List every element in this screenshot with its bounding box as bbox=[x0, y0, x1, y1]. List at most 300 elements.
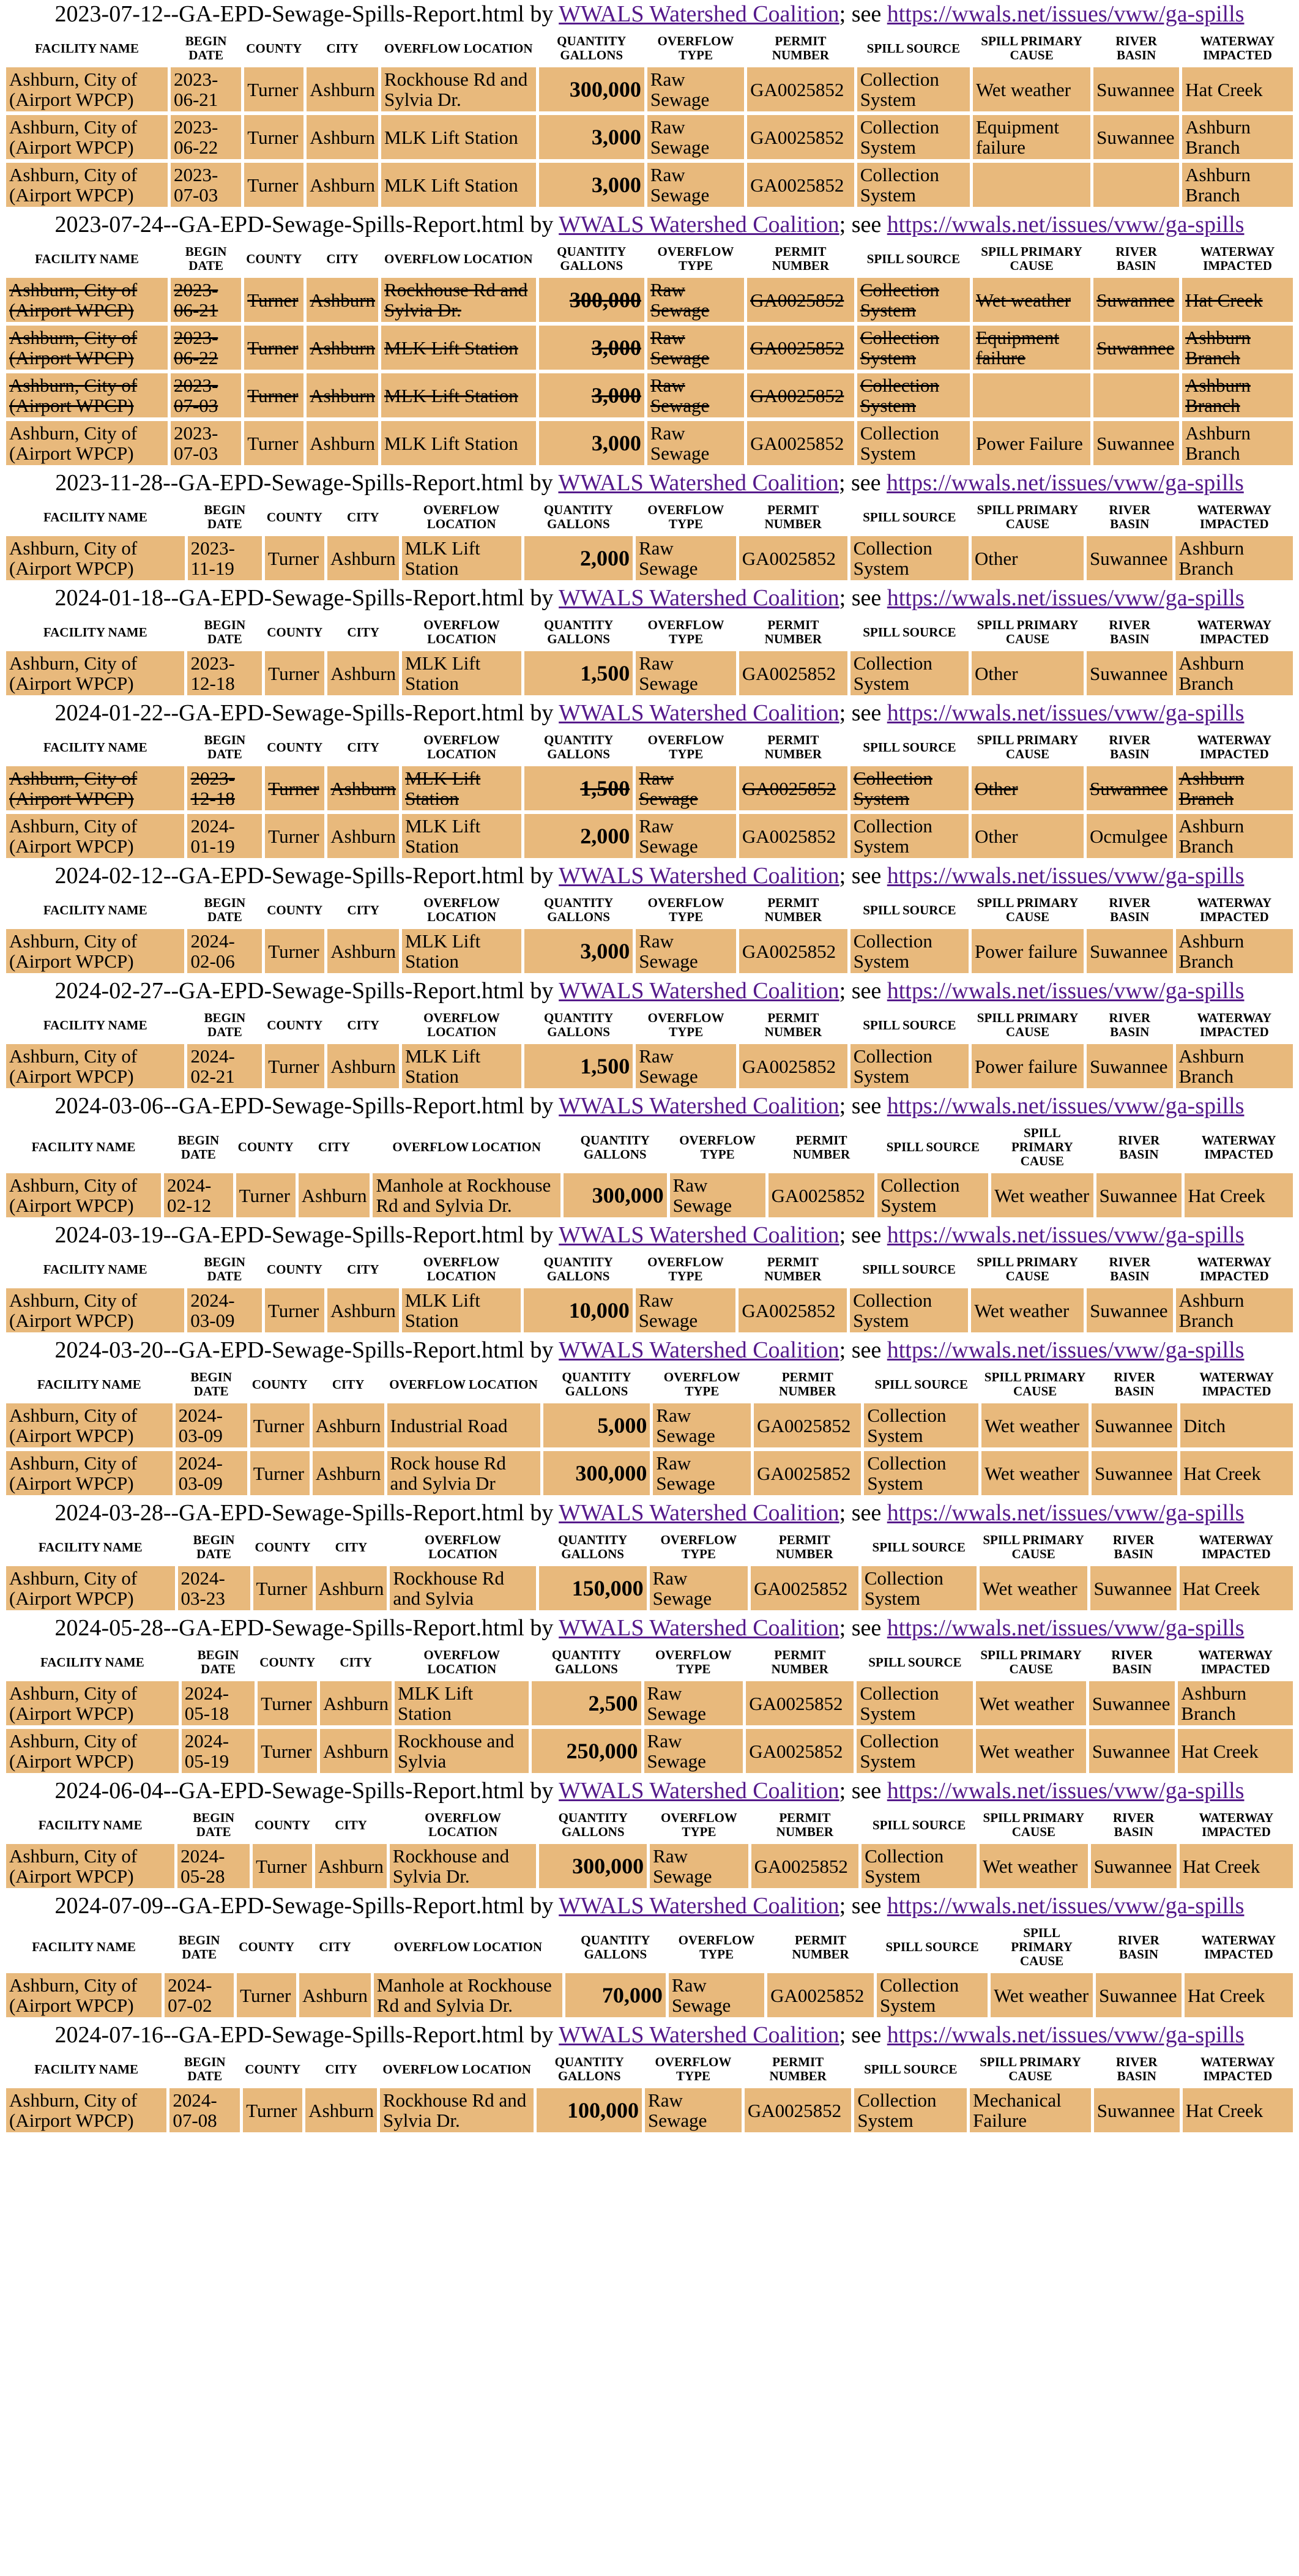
wwals-link[interactable]: WWALS Watershed Coalition bbox=[559, 1500, 839, 1526]
cell-permit-number: GA0025852 bbox=[747, 163, 854, 207]
column-header-permit-number: PERMIT NUMBER bbox=[747, 33, 854, 64]
cell-city: Ashburn bbox=[305, 2088, 377, 2132]
by-text: by bbox=[530, 1222, 554, 1248]
cell-overflow-location: MLK Lift Station bbox=[381, 115, 536, 159]
cell-city: Ashburn bbox=[327, 929, 399, 973]
cell-begin-date: 2024-03-09 bbox=[176, 1403, 247, 1447]
wwals-link[interactable]: WWALS Watershed Coalition bbox=[559, 1222, 839, 1248]
cell-overflow-location: MLK Lift Station bbox=[381, 421, 536, 465]
report-section bbox=[3, 1, 1296, 211]
cell-overflow-location: MLK Lift Station bbox=[395, 1681, 529, 1725]
column-header-county: COUNTY bbox=[265, 502, 324, 532]
cell-spill-source: Collection System bbox=[864, 1403, 978, 1447]
ga-spills-link[interactable]: https://wwals.net/issues/vww/ga-spills bbox=[887, 470, 1244, 496]
see-text: ; see bbox=[839, 212, 882, 237]
column-header-spill-source: SPILL SOURCE bbox=[854, 2054, 967, 2085]
cell-permit-number: GA0025852 bbox=[747, 421, 854, 465]
cell-overflow-type: Raw Sewage bbox=[647, 421, 744, 465]
cell-spill-source: Collection System bbox=[857, 278, 970, 322]
cell-overflow-type: Raw Sewage bbox=[645, 2088, 742, 2132]
column-header-permit-number: PERMIT NUMBER bbox=[739, 1254, 847, 1285]
table-header-row bbox=[6, 1369, 1293, 1400]
cell-permit-number: GA0025852 bbox=[751, 1844, 859, 1888]
cell-begin-date: 2023-07-03 bbox=[171, 163, 241, 207]
wwals-link[interactable]: WWALS Watershed Coalition bbox=[559, 1893, 839, 1919]
table-header-row bbox=[6, 1532, 1293, 1562]
cell-permit-number: GA0025852 bbox=[745, 2088, 852, 2132]
column-header-river-basin: RIVER BASIN bbox=[1093, 244, 1179, 274]
cell-quantity-gallons: 100,000 bbox=[537, 2088, 642, 2132]
see-text: ; see bbox=[839, 700, 882, 726]
cell-facility-name: Ashburn, City of (Airport WPCP) bbox=[6, 1403, 173, 1447]
cell-waterway-impacted: Hat Creek bbox=[1178, 1729, 1293, 1773]
column-header-facility-name: FACILITY NAME bbox=[6, 732, 184, 763]
cell-city: Ashburn bbox=[307, 326, 378, 370]
column-header-waterway-impacted: WATERWAY IMPACTED bbox=[1176, 1254, 1293, 1285]
table-row bbox=[6, 651, 1293, 695]
column-header-overflow-location: OVERFLOW LOCATION bbox=[395, 1647, 529, 1678]
report-filename: 2023-07-12--GA-EPD-Sewage-Spills-Report.html bbox=[54, 1, 524, 27]
report-title bbox=[3, 1778, 1296, 1804]
column-header-spill-primary-cause: SPILL PRIMARY CAUSE bbox=[981, 1369, 1089, 1400]
table-row bbox=[6, 2088, 1293, 2132]
report-section bbox=[3, 1222, 1296, 1336]
cell-facility-name: Ashburn, City of (Airport WPCP) bbox=[6, 278, 168, 322]
cell-begin-date: 2023-11-19 bbox=[188, 536, 262, 580]
cell-permit-number: GA0025852 bbox=[747, 278, 854, 322]
cell-county: Turner bbox=[244, 163, 303, 207]
ga-spills-link[interactable]: https://wwals.net/issues/vww/ga-spills bbox=[887, 978, 1245, 1004]
cell-begin-date: 2023-12-18 bbox=[187, 651, 262, 695]
column-header-city: CITY bbox=[327, 617, 399, 648]
cell-spill-primary-cause: Power Failure bbox=[973, 421, 1090, 465]
column-header-overflow-location: OVERFLOW LOCATION bbox=[373, 1125, 560, 1170]
column-header-overflow-type: OVERFLOW TYPE bbox=[645, 2054, 742, 2085]
wwals-link[interactable]: WWALS Watershed Coalition bbox=[558, 470, 839, 496]
report-section bbox=[3, 2022, 1296, 2136]
column-header-quantity-gallons: QUANTITY GALLONS bbox=[524, 1254, 632, 1285]
cell-city: Ashburn bbox=[320, 1729, 392, 1773]
wwals-link[interactable]: WWALS Watershed Coalition bbox=[559, 700, 839, 726]
cell-spill-primary-cause: Wet weather bbox=[976, 1729, 1086, 1773]
by-text: by bbox=[530, 1093, 554, 1119]
cell-city: Ashburn bbox=[307, 278, 378, 322]
see-text: ; see bbox=[839, 2022, 882, 2048]
column-header-spill-source: SPILL SOURCE bbox=[850, 1010, 969, 1040]
cell-facility-name: Ashburn, City of (Airport WPCP) bbox=[6, 814, 184, 858]
cell-facility-name: Ashburn, City of (Airport WPCP) bbox=[6, 1451, 173, 1495]
cell-spill-source: Collection System bbox=[862, 1566, 977, 1610]
by-text: by bbox=[529, 470, 553, 496]
column-header-quantity-gallons: QUANTITY GALLONS bbox=[539, 1532, 647, 1562]
column-header-begin-date: BEGIN DATE bbox=[187, 617, 262, 648]
report-section bbox=[3, 978, 1296, 1092]
column-header-city: CITY bbox=[313, 1369, 384, 1400]
cell-overflow-location: MLK Lift Station bbox=[402, 929, 521, 973]
cell-overflow-type: Raw Sewage bbox=[647, 115, 744, 159]
column-header-spill-primary-cause: SPILL PRIMARY CAUSE bbox=[972, 1010, 1084, 1040]
spills-table bbox=[3, 728, 1296, 862]
cell-county: Turner bbox=[237, 1973, 296, 2017]
by-text: by bbox=[530, 585, 554, 611]
column-header-county: COUNTY bbox=[244, 33, 303, 64]
spills-table bbox=[3, 240, 1296, 469]
cell-permit-number: GA0025852 bbox=[739, 536, 847, 580]
cell-overflow-type: Raw Sewage bbox=[636, 1288, 736, 1332]
cell-city: Ashburn bbox=[307, 421, 378, 465]
column-header-waterway-impacted: WATERWAY IMPACTED bbox=[1180, 1369, 1293, 1400]
column-header-waterway-impacted: WATERWAY IMPACTED bbox=[1183, 2054, 1293, 2085]
cell-spill-source: Collection System bbox=[864, 1451, 978, 1495]
cell-county: Turner bbox=[250, 1403, 310, 1447]
column-header-spill-primary-cause: SPILL PRIMARY CAUSE bbox=[991, 1125, 1093, 1170]
cell-waterway-impacted: Ashburn Branch bbox=[1176, 1288, 1293, 1332]
ga-spills-link[interactable]: https://wwals.net/issues/vww/ga-spills bbox=[887, 585, 1245, 611]
cell-overflow-location: Rockhouse Rd and Sylvia Dr. bbox=[381, 67, 536, 111]
ga-spills-link[interactable]: https://wwals.net/issues/vww/ga-spills bbox=[887, 1893, 1245, 1919]
report-section bbox=[3, 1093, 1296, 1221]
spills-table bbox=[3, 1528, 1296, 1614]
cell-county: Turner bbox=[265, 1288, 324, 1332]
column-header-begin-date: BEGIN DATE bbox=[178, 1532, 250, 1562]
by-text: by bbox=[530, 1337, 554, 1363]
cell-quantity-gallons: 1,500 bbox=[524, 651, 633, 695]
spills-table bbox=[3, 1250, 1296, 1336]
table-row bbox=[6, 1729, 1293, 1773]
cell-river-basin: Suwannee bbox=[1093, 421, 1179, 465]
cell-waterway-impacted: Hat Creek bbox=[1185, 1973, 1293, 2017]
column-header-overflow-type: OVERFLOW TYPE bbox=[636, 895, 736, 925]
report-title bbox=[3, 1500, 1296, 1526]
report-title bbox=[3, 863, 1296, 889]
column-header-county: COUNTY bbox=[253, 1532, 313, 1562]
cell-waterway-impacted: Ashburn Branch bbox=[1182, 421, 1293, 465]
cell-waterway-impacted: Hat Creek bbox=[1180, 1844, 1293, 1888]
column-header-begin-date: BEGIN DATE bbox=[187, 895, 262, 925]
column-header-county: COUNTY bbox=[265, 1010, 324, 1040]
ga-spills-link[interactable]: https://wwals.net/issues/vww/ga-spills bbox=[887, 700, 1245, 726]
wwals-link[interactable]: WWALS Watershed Coalition bbox=[559, 978, 839, 1004]
wwals-link[interactable]: WWALS Watershed Coalition bbox=[559, 1, 839, 27]
cell-spill-primary-cause: Wet weather bbox=[981, 1403, 1089, 1447]
column-header-quantity-gallons: QUANTITY GALLONS bbox=[564, 1125, 667, 1170]
report-section bbox=[3, 212, 1296, 469]
column-header-overflow-type: OVERFLOW TYPE bbox=[669, 1925, 764, 1969]
table-row bbox=[6, 1844, 1293, 1888]
column-header-begin-date: BEGIN DATE bbox=[187, 1010, 262, 1040]
cell-spill-source: Collection System bbox=[862, 1844, 977, 1888]
ga-spills-link[interactable]: https://wwals.net/issues/vww/ga-spills bbox=[887, 1093, 1245, 1119]
column-header-spill-primary-cause: SPILL PRIMARY CAUSE bbox=[971, 1254, 1084, 1285]
report-filename: 2023-11-28--GA-EPD-Sewage-Spills-Report.html bbox=[55, 470, 524, 496]
cell-overflow-location: MLK Lift Station bbox=[402, 814, 521, 858]
cell-waterway-impacted: Hat Creek bbox=[1180, 1451, 1293, 1495]
by-text: by bbox=[530, 863, 554, 889]
see-text: ; see bbox=[839, 1093, 882, 1119]
table-row-struck bbox=[6, 766, 1293, 810]
cell-spill-primary-cause: Other bbox=[972, 536, 1084, 580]
wwals-link[interactable]: WWALS Watershed Coalition bbox=[559, 585, 839, 611]
column-header-city: CITY bbox=[320, 1647, 392, 1678]
cell-spill-primary-cause: Equipment failure bbox=[973, 115, 1090, 159]
cell-waterway-impacted: Ashburn Branch bbox=[1182, 373, 1293, 417]
spills-table bbox=[3, 1806, 1296, 1892]
spills-table bbox=[3, 1365, 1296, 1499]
ga-spills-link[interactable]: https://wwals.net/issues/vww/ga-spills bbox=[887, 1615, 1245, 1641]
cell-spill-primary-cause: Wet weather bbox=[980, 1566, 1088, 1610]
column-header-spill-primary-cause: SPILL PRIMARY CAUSE bbox=[970, 2054, 1091, 2085]
cell-quantity-gallons: 10,000 bbox=[524, 1288, 632, 1332]
cell-city: Ashburn bbox=[327, 1044, 399, 1088]
column-header-county: COUNTY bbox=[265, 617, 324, 648]
table-row bbox=[6, 421, 1293, 465]
table-header-row bbox=[6, 1810, 1293, 1840]
column-header-spill-source: SPILL SOURCE bbox=[850, 617, 969, 648]
column-header-begin-date: BEGIN DATE bbox=[177, 1810, 250, 1840]
cell-quantity-gallons: 3,000 bbox=[539, 326, 644, 370]
cell-spill-source: Collection System bbox=[857, 163, 970, 207]
cell-overflow-type: Raw Sewage bbox=[647, 163, 744, 207]
cell-overflow-location: Rockhouse Rd and Sylvia Dr. bbox=[380, 2088, 534, 2132]
column-header-city: CITY bbox=[305, 2054, 377, 2085]
cell-spill-source: Collection System bbox=[857, 421, 970, 465]
report-title bbox=[3, 700, 1296, 726]
wwals-link[interactable]: WWALS Watershed Coalition bbox=[559, 1337, 839, 1363]
wwals-link[interactable]: WWALS Watershed Coalition bbox=[559, 863, 839, 889]
cell-river-basin bbox=[1093, 163, 1179, 207]
cell-overflow-type: Raw Sewage bbox=[636, 536, 736, 580]
column-header-permit-number: PERMIT NUMBER bbox=[739, 502, 847, 532]
cell-quantity-gallons: 2,500 bbox=[532, 1681, 641, 1725]
wwals-link[interactable]: WWALS Watershed Coalition bbox=[559, 1615, 839, 1641]
by-text: by bbox=[530, 978, 554, 1004]
column-header-city: CITY bbox=[316, 1532, 387, 1562]
cell-begin-date: 2024-02-06 bbox=[187, 929, 262, 973]
report-title bbox=[3, 212, 1296, 237]
cell-permit-number: GA0025852 bbox=[739, 1044, 847, 1088]
wwals-link[interactable]: WWALS Watershed Coalition bbox=[559, 1778, 839, 1804]
cell-spill-primary-cause: Wet weather bbox=[973, 278, 1090, 322]
column-header-spill-source: SPILL SOURCE bbox=[857, 1647, 973, 1678]
column-header-river-basin: RIVER BASIN bbox=[1087, 1010, 1173, 1040]
cell-county: Turner bbox=[236, 1173, 296, 1217]
cell-quantity-gallons: 3,000 bbox=[539, 163, 644, 207]
column-header-facility-name: FACILITY NAME bbox=[6, 1125, 161, 1170]
cell-river-basin: Suwannee bbox=[1093, 278, 1179, 322]
report-section bbox=[3, 1893, 1296, 2021]
cell-overflow-location: MLK Lift Station bbox=[402, 651, 521, 695]
cell-facility-name: Ashburn, City of (Airport WPCP) bbox=[6, 1973, 162, 2017]
cell-overflow-location: Rockhouse Rd and Sylvia Dr. bbox=[381, 278, 536, 322]
cell-overflow-type: Raw Sewage bbox=[650, 1844, 748, 1888]
cell-spill-source: Collection System bbox=[850, 1044, 969, 1088]
cell-permit-number: GA0025852 bbox=[751, 1566, 858, 1610]
column-header-begin-date: BEGIN DATE bbox=[171, 244, 241, 274]
column-header-county: COUNTY bbox=[244, 244, 303, 274]
ga-spills-link[interactable]: https://wwals.net/issues/vww/ga-spills bbox=[887, 1500, 1245, 1526]
cell-permit-number: GA0025852 bbox=[739, 814, 847, 858]
cell-river-basin: Suwannee bbox=[1096, 1173, 1182, 1217]
cell-river-basin: Suwannee bbox=[1093, 326, 1179, 370]
cell-begin-date: 2024-03-23 bbox=[178, 1566, 250, 1610]
cell-begin-date: 2023-06-21 bbox=[171, 67, 241, 111]
cell-quantity-gallons: 1,500 bbox=[524, 766, 633, 810]
column-header-quantity-gallons: QUANTITY GALLONS bbox=[524, 732, 633, 763]
cell-overflow-location: MLK Lift Station bbox=[402, 1044, 521, 1088]
column-header-spill-primary-cause: SPILL PRIMARY CAUSE bbox=[976, 1647, 1086, 1678]
cell-spill-source: Collection System bbox=[857, 67, 970, 111]
cell-overflow-type: Raw Sewage bbox=[644, 1729, 743, 1773]
ga-spills-link[interactable]: https://wwals.net/issues/vww/ga-spills bbox=[887, 2022, 1245, 2048]
ga-spills-link[interactable]: https://wwals.net/issues/vww/ga-spills bbox=[887, 1337, 1245, 1363]
cell-begin-date: 2023-12-18 bbox=[187, 766, 262, 810]
column-header-spill-source: SPILL SOURCE bbox=[857, 244, 970, 274]
report-filename: 2024-02-12--GA-EPD-Sewage-Spills-Report.html bbox=[54, 863, 524, 889]
cell-permit-number: GA0025852 bbox=[739, 1288, 847, 1332]
cell-facility-name: Ashburn, City of (Airport WPCP) bbox=[6, 1173, 161, 1217]
report-title bbox=[3, 1893, 1296, 1919]
table-header-row bbox=[6, 617, 1293, 648]
column-header-begin-date: BEGIN DATE bbox=[182, 1647, 255, 1678]
column-header-quantity-gallons: QUANTITY GALLONS bbox=[532, 1647, 641, 1678]
cell-begin-date: 2024-07-08 bbox=[169, 2088, 240, 2132]
column-header-begin-date: BEGIN DATE bbox=[187, 1254, 262, 1285]
spills-table bbox=[3, 1921, 1296, 2021]
column-header-county: COUNTY bbox=[237, 1925, 296, 1969]
see-text: ; see bbox=[839, 1222, 882, 1248]
ga-spills-link[interactable]: https://wwals.net/issues/vww/ga-spills bbox=[887, 1222, 1245, 1248]
column-header-overflow-location: OVERFLOW LOCATION bbox=[402, 502, 521, 532]
cell-begin-date: 2023-06-22 bbox=[171, 115, 241, 159]
report-title bbox=[3, 2022, 1296, 2048]
cell-permit-number: GA0025852 bbox=[754, 1403, 861, 1447]
wwals-link[interactable]: WWALS Watershed Coalition bbox=[559, 2022, 839, 2048]
report-filename: 2024-07-09--GA-EPD-Sewage-Spills-Report.html bbox=[54, 1893, 524, 1919]
cell-overflow-location: Rockhouse and Sylvia bbox=[395, 1729, 529, 1773]
see-text: ; see bbox=[839, 978, 882, 1004]
cell-overflow-location: Rockhouse and Sylvia Dr. bbox=[390, 1844, 536, 1888]
cell-river-basin: Suwannee bbox=[1087, 536, 1173, 580]
report-section bbox=[3, 1778, 1296, 1892]
column-header-facility-name: FACILITY NAME bbox=[6, 1369, 173, 1400]
column-header-river-basin: RIVER BASIN bbox=[1087, 617, 1173, 648]
table-header-row bbox=[6, 502, 1293, 532]
cell-quantity-gallons: 300,000 bbox=[539, 1844, 647, 1888]
by-text: by bbox=[530, 2022, 554, 2048]
column-header-facility-name: FACILITY NAME bbox=[6, 1647, 179, 1678]
cell-begin-date: 2024-03-09 bbox=[187, 1288, 262, 1332]
cell-waterway-impacted: Ashburn Branch bbox=[1182, 326, 1293, 370]
table-header-row bbox=[6, 1647, 1293, 1678]
cell-quantity-gallons: 300,000 bbox=[539, 278, 644, 322]
cell-begin-date: 2024-02-21 bbox=[187, 1044, 262, 1088]
column-header-facility-name: FACILITY NAME bbox=[6, 33, 168, 64]
column-header-waterway-impacted: WATERWAY IMPACTED bbox=[1185, 1925, 1293, 1969]
ga-spills-link[interactable]: https://wwals.net/issues/vww/ga-spills bbox=[887, 1, 1245, 27]
column-header-overflow-type: OVERFLOW TYPE bbox=[636, 1010, 736, 1040]
table-row bbox=[6, 1173, 1293, 1217]
column-header-spill-source: SPILL SOURCE bbox=[862, 1532, 977, 1562]
column-header-city: CITY bbox=[327, 732, 399, 763]
cell-river-basin: Suwannee bbox=[1090, 1566, 1176, 1610]
spills-table bbox=[3, 29, 1296, 211]
cell-county: Turner bbox=[253, 1566, 313, 1610]
cell-quantity-gallons: 2,000 bbox=[524, 814, 633, 858]
table-row bbox=[6, 163, 1293, 207]
cell-county: Turner bbox=[253, 1844, 312, 1888]
cell-facility-name: Ashburn, City of (Airport WPCP) bbox=[6, 373, 168, 417]
cell-spill-source: Collection System bbox=[857, 326, 970, 370]
cell-county: Turner bbox=[258, 1681, 317, 1725]
cell-quantity-gallons: 3,000 bbox=[539, 421, 644, 465]
report-filename: 2024-02-27--GA-EPD-Sewage-Spills-Report.html bbox=[54, 978, 524, 1004]
cell-city: Ashburn bbox=[299, 1173, 370, 1217]
spills-table bbox=[3, 2050, 1296, 2136]
wwals-link[interactable]: WWALS Watershed Coalition bbox=[559, 1093, 839, 1119]
cell-city: Ashburn bbox=[327, 1288, 399, 1332]
cell-county: Turner bbox=[265, 929, 324, 973]
cell-overflow-location: Manhole at Rockhouse Rd and Sylvia Dr. bbox=[373, 1173, 560, 1217]
column-header-permit-number: PERMIT NUMBER bbox=[746, 1647, 854, 1678]
cell-city: Ashburn bbox=[327, 651, 399, 695]
wwals-link[interactable]: WWALS Watershed Coalition bbox=[559, 212, 839, 237]
cell-spill-primary-cause: Wet weather bbox=[976, 1681, 1086, 1725]
report-filename: 2024-03-06--GA-EPD-Sewage-Spills-Report.html bbox=[54, 1093, 524, 1119]
cell-county: Turner bbox=[244, 421, 303, 465]
column-header-waterway-impacted: WATERWAY IMPACTED bbox=[1180, 1532, 1293, 1562]
report-section bbox=[3, 470, 1296, 584]
cell-spill-primary-cause: Other bbox=[972, 814, 1084, 858]
cell-permit-number: GA0025852 bbox=[739, 766, 847, 810]
ga-spills-link[interactable]: https://wwals.net/issues/vww/ga-spills bbox=[887, 212, 1245, 237]
cell-overflow-type: Raw Sewage bbox=[669, 1973, 764, 2017]
ga-spills-link[interactable]: https://wwals.net/issues/vww/ga-spills bbox=[887, 863, 1245, 889]
cell-overflow-type: Raw Sewage bbox=[644, 1681, 743, 1725]
column-header-quantity-gallons: QUANTITY GALLONS bbox=[543, 1369, 650, 1400]
cell-spill-primary-cause: Wet weather bbox=[991, 1173, 1093, 1217]
column-header-river-basin: RIVER BASIN bbox=[1092, 1369, 1177, 1400]
report-section bbox=[3, 1500, 1296, 1614]
cell-permit-number: GA0025852 bbox=[746, 1729, 854, 1773]
column-header-overflow-type: OVERFLOW TYPE bbox=[636, 617, 736, 648]
column-header-city: CITY bbox=[327, 895, 399, 925]
cell-begin-date: 2024-02-12 bbox=[164, 1173, 233, 1217]
column-header-overflow-location: OVERFLOW LOCATION bbox=[380, 2054, 534, 2085]
cell-waterway-impacted: Hat Creek bbox=[1185, 1173, 1293, 1217]
spills-table bbox=[3, 613, 1296, 699]
column-header-city: CITY bbox=[299, 1125, 370, 1170]
report-filename: 2024-07-16--GA-EPD-Sewage-Spills-Report.html bbox=[54, 2022, 524, 2048]
cell-facility-name: Ashburn, City of (Airport WPCP) bbox=[6, 326, 168, 370]
column-header-quantity-gallons: QUANTITY GALLONS bbox=[524, 502, 633, 532]
spills-table bbox=[3, 1006, 1296, 1092]
column-header-permit-number: PERMIT NUMBER bbox=[767, 1925, 874, 1969]
spills-table bbox=[3, 1643, 1296, 1777]
column-header-begin-date: BEGIN DATE bbox=[176, 1369, 247, 1400]
cell-begin-date: 2023-06-21 bbox=[171, 278, 241, 322]
cell-river-basin: Suwannee bbox=[1096, 1973, 1182, 2017]
cell-facility-name: Ashburn, City of (Airport WPCP) bbox=[6, 1044, 184, 1088]
cell-overflow-type: Raw Sewage bbox=[647, 67, 744, 111]
cell-county: Turner bbox=[265, 766, 324, 810]
cell-begin-date: 2024-01-19 bbox=[187, 814, 262, 858]
column-header-overflow-location: OVERFLOW LOCATION bbox=[402, 1010, 521, 1040]
cell-quantity-gallons: 300,000 bbox=[543, 1451, 650, 1495]
column-header-overflow-type: OVERFLOW TYPE bbox=[644, 1647, 743, 1678]
cell-spill-primary-cause: Mechanical Failure bbox=[970, 2088, 1091, 2132]
ga-spills-link[interactable]: https://wwals.net/issues/vww/ga-spills bbox=[887, 1778, 1245, 1804]
column-header-facility-name: FACILITY NAME bbox=[6, 1925, 162, 1969]
